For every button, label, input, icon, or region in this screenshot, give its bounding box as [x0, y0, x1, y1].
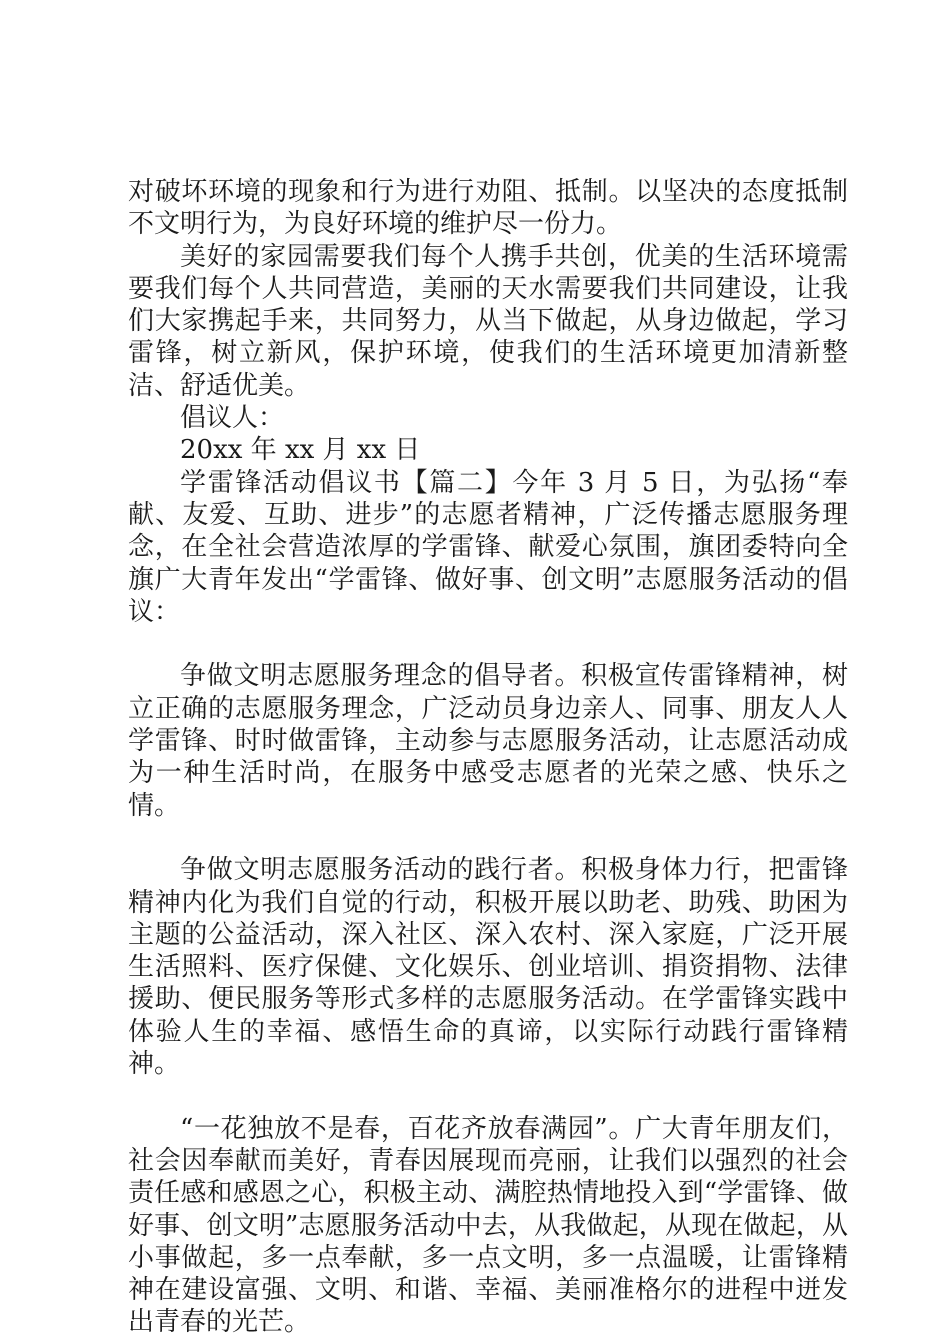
paragraph-beautiful-home: 美好的家园需要我们每个人携手共创，优美的生活环境需要我们每个人共同营造，美丽的天水需要我们共同建设，让我们大家携起手来，共同努力，从当下做起，从身边做起，学习雷锋，树立新风，保护环境，使我们的生活环境更加清新整洁、舒适优美。	[128, 241, 848, 401]
paragraph-continuation: 对破坏环境的现象和行为进行劝阻、抵制。以坚决的态度抵制不文明行为，为良好环境的维护尽一份力。	[128, 177, 848, 240]
paragraph-spacer	[128, 1080, 848, 1112]
paragraph-proposal-two-intro: 学雷锋活动倡议书【篇二】今年 3 月 5 日，为弘扬“奉献、友爱、互助、进步”的志愿者精神，广泛传播志愿服务理念，在全社会营造浓厚的学雷锋、献爱心氛围，旗团委特向全旗广大青年发出“学雷锋、做好事、创文明”志愿服务活动的倡议：	[128, 467, 848, 627]
signatory-label: 倡议人：	[180, 403, 285, 434]
paragraph-practitioner: 争做文明志愿服务活动的践行者。积极身体力行，把雷锋精神内化为我们自觉的行动，积极开展以助老、助残、助困为主题的公益活动，深入社区、深入农村、深入家庭，广泛开展生活照料、医疗保健、文化娱乐、创业培训、捐资捐物、法律援助、便民服务等形式多样的志愿服务活动。在学雷锋实践中体验人生的幸福、感悟生命的真谛，以实际行动践行雷锋精神。	[128, 855, 848, 1080]
document-page	[128, 176, 848, 1339]
paragraph-closing: “一花独放不是春，百花齐放春满园”。广大青年朋友们，社会因奉献而美好，青春因展现而亮丽，让我们以强烈的社会责任感和感恩之心，积极主动、满腔热情地投入到“学雷锋、做好事、创文明”志愿服务活动中去，从我做起，从现在做起，从小事做起，多一点奉献，多一点文明，多一点温暖，让雷锋精神在建设富强、文明、和谐、幸福、美丽准格尔的进程中迸发出青春的光芒。	[128, 1113, 848, 1338]
date-line: 20xx 年 xx 月 xx 日	[180, 435, 421, 466]
paragraph-spacer	[128, 628, 848, 660]
paragraph-advocate: 争做文明志愿服务理念的倡导者。积极宣传雷锋精神，树立正确的志愿服务理念，广泛动员身边亲人、同事、朋友人人学雷锋、时时做雷锋，主动参与志愿服务活动，让志愿活动成为一种生活时尚，在服务中感受志愿者的光荣之感、快乐之情。	[128, 661, 848, 821]
paragraph-spacer	[128, 822, 848, 854]
